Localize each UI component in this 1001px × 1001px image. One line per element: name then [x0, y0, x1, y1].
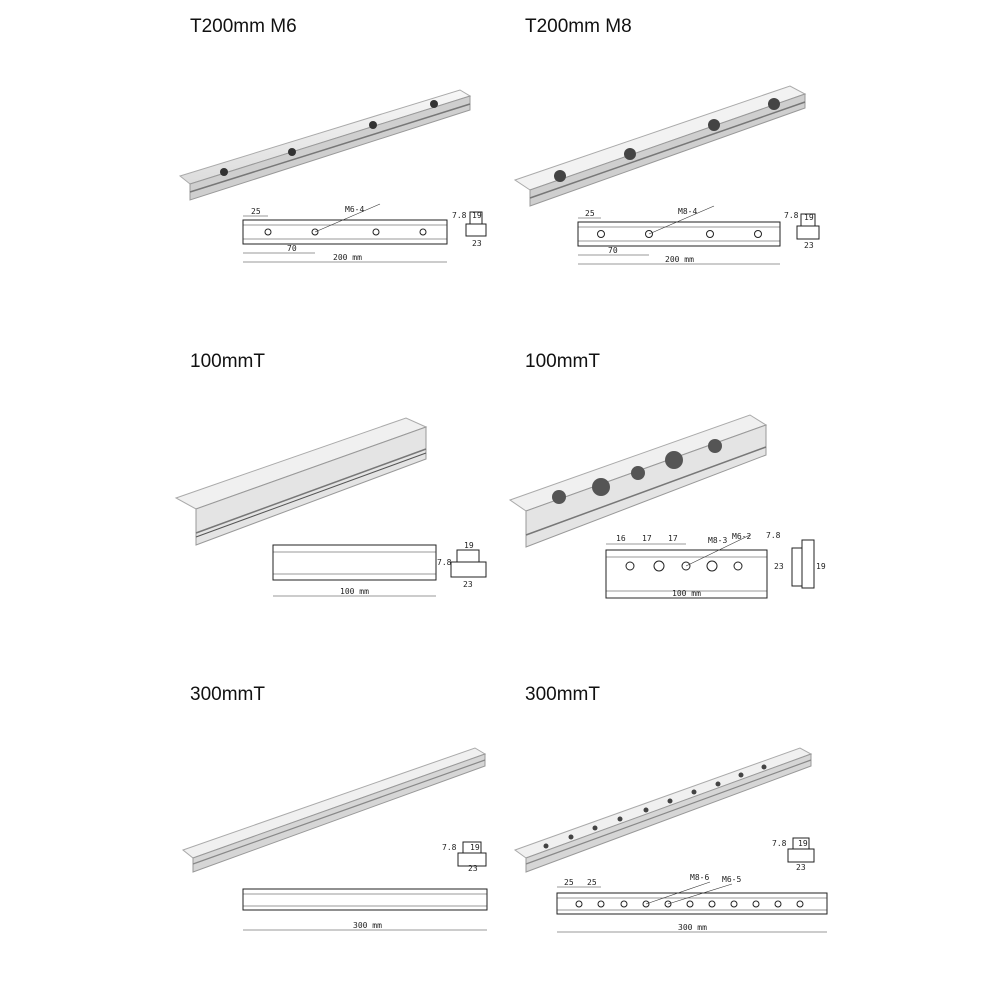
technical-drawing: [557, 838, 827, 932]
dim-thread-1: M8-6: [690, 873, 710, 882]
panel-title: 300mmT: [525, 684, 600, 705]
dim-height: 7.8: [442, 843, 457, 852]
product-panel-100mm-holes: [500, 333, 1000, 666]
t-track-illustration: [0, 333, 500, 666]
dim-w19: 19: [816, 562, 826, 571]
aluminium-bar: [180, 90, 470, 200]
panel-title: T200mm M6: [190, 16, 297, 37]
dim-w19: 19: [472, 211, 482, 220]
dim-thread: M6-4: [345, 205, 365, 214]
t-track-illustration: [500, 333, 1000, 666]
dim-thread-2: M6-5: [722, 875, 742, 884]
product-panel-t200-m6: [0, 0, 500, 333]
dim-thread-1: M8-3: [708, 536, 728, 545]
dim-height: 7.8: [452, 211, 467, 220]
technical-drawing: [578, 206, 819, 264]
t-track-illustration: [500, 0, 1000, 333]
dim-w23: 23: [796, 863, 806, 872]
panel-title: 100mmT: [190, 351, 265, 372]
dim-w23: 23: [472, 239, 482, 248]
aluminium-bar: [515, 86, 805, 206]
technical-drawing: [273, 545, 486, 596]
product-panel-100mm: [0, 333, 500, 666]
dim-height: 7.8: [437, 558, 452, 567]
dim-w23: 23: [468, 864, 478, 873]
dim-w23: 23: [804, 241, 814, 250]
dim-25: 25: [251, 207, 261, 216]
dim-thread-2: M6-2: [732, 532, 752, 541]
product-panel-t200-m8: [500, 0, 1000, 333]
panel-title: 300mmT: [190, 684, 265, 705]
panel-title: T200mm M8: [525, 16, 632, 37]
dim-w19: 19: [470, 843, 480, 852]
aluminium-bar: [176, 418, 426, 545]
dim-length: 300 mm: [678, 923, 707, 932]
dim-spacing-2: 17: [642, 534, 652, 543]
dim-spacing-3: 17: [668, 534, 678, 543]
dim-w19: 19: [464, 541, 474, 550]
t-track-illustration: [0, 666, 500, 1001]
dim-70: 70: [287, 244, 297, 253]
dim-height: 7.8: [784, 211, 799, 220]
dim-25: 25: [585, 209, 595, 218]
dim-w23: 23: [463, 580, 473, 589]
dim-25-a: 25: [564, 878, 574, 887]
dim-h23: 23: [774, 562, 784, 571]
aluminium-bar: [510, 415, 766, 547]
aluminium-bar: [515, 748, 811, 872]
dim-thread: M8-4: [678, 207, 698, 216]
dim-height: 7.8: [766, 531, 781, 540]
dim-length: 200 mm: [665, 255, 694, 264]
dim-length: 200 mm: [333, 253, 362, 262]
dim-length: 100 mm: [340, 587, 369, 596]
dim-w19: 19: [798, 839, 808, 848]
dim-w19: 19: [804, 213, 814, 222]
dim-length: 100 mm: [672, 589, 701, 598]
technical-drawing: [243, 842, 487, 930]
t-track-illustration: [500, 666, 1000, 1001]
product-panel-300mm: [0, 666, 500, 999]
aluminium-bar: [183, 748, 485, 872]
product-panel-300mm-holes: [500, 666, 1000, 999]
dim-height: 7.8: [772, 839, 787, 848]
t-track-illustration: [0, 0, 500, 333]
dim-25-b: 25: [587, 878, 597, 887]
panel-title: 100mmT: [525, 351, 600, 372]
dim-length: 300 mm: [353, 921, 382, 930]
dim-spacing-1: 16: [616, 534, 626, 543]
dim-70: 70: [608, 246, 618, 255]
technical-drawing: [243, 204, 486, 262]
